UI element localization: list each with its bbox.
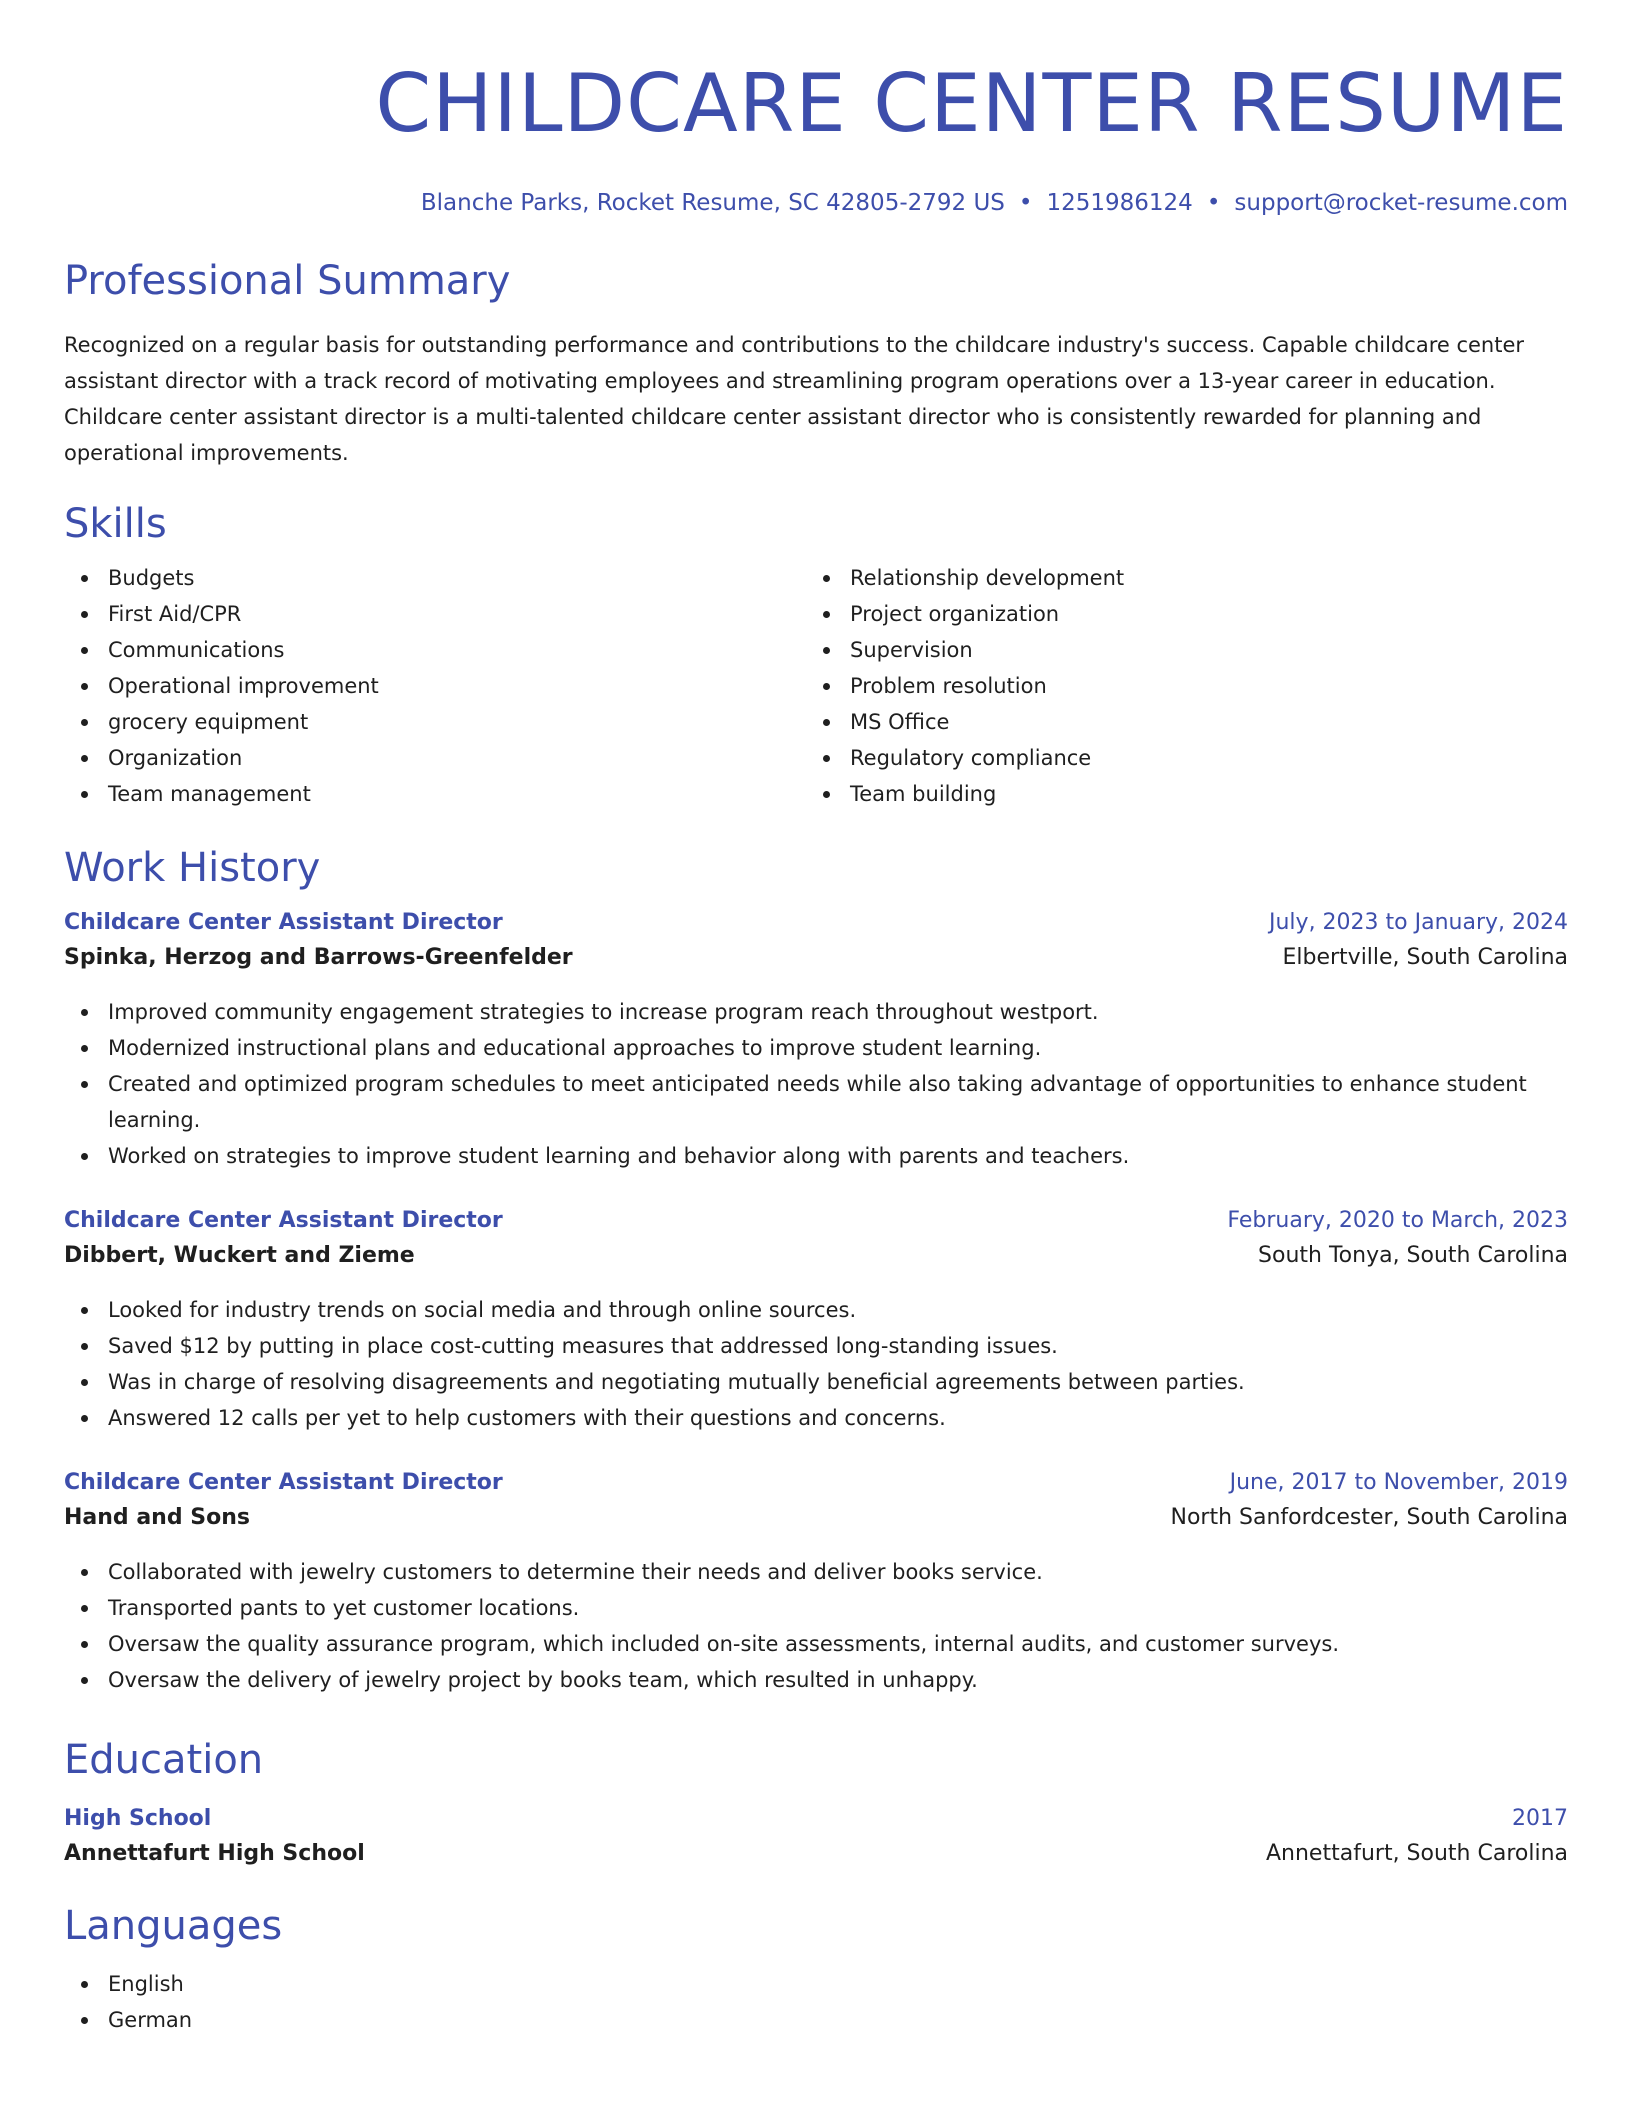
job-entry [64,906,1568,1174]
skill-item: grocery equipment [64,704,806,740]
job-dates: February, 2020 to March, 2023 [1227,1208,1568,1233]
languages-heading: Languages [64,1903,283,1949]
job-header [64,906,1568,940]
contact-email[interactable]: support@rocket-resume.com [1234,190,1568,216]
job-company: Spinka, Herzog and Barrows-Greenfelder [64,945,573,970]
education-subheader [64,1836,1568,1872]
skill-item: Supervision [806,632,1548,668]
job-entry [64,1466,1568,1698]
education-year: 2017 [1512,1806,1568,1831]
job-bullet: Collaborated with jewelry customers to determine their needs and deliver books service. [64,1554,1568,1590]
skills-grid [64,560,1568,812]
education-school: Annettafurt High School [64,1841,365,1866]
job-subheader [64,1500,1568,1536]
skill-item: First Aid/CPR [64,596,806,632]
languages-list [64,1966,1568,2038]
job-header [64,1466,1568,1500]
skill-item: Communications [64,632,806,668]
language-item: English [64,1966,1568,2002]
job-bullet: Answered 12 calls per yet to help customers with their questions and concerns. [64,1400,1568,1436]
job-bullets [64,1554,1568,1698]
job-location: South Tonya, South Carolina [1258,1243,1568,1268]
resume-title: CHILDCARE CENTER RESUME [375,57,1568,150]
skill-item: Operational improvement [64,668,806,704]
job-bullet: Worked on strategies to improve student learning and behavior along with parents and teachers. [64,1138,1568,1174]
contact-separator: • [1206,190,1221,216]
job-entry [64,1204,1568,1436]
job-bullet: Oversaw the quality assurance program, which included on-site assessments, internal audits, and customer surveys. [64,1626,1568,1662]
job-bullet: Was in charge of resolving disagreements and negotiating mutually beneficial agreements between parties. [64,1364,1568,1400]
job-role: Childcare Center Assistant Director [64,1470,503,1495]
skills-list-right [806,560,1548,812]
skill-item: Project organization [806,596,1548,632]
job-bullet: Modernized instructional plans and educational approaches to improve student learning. [64,1030,1568,1066]
education-location: Annettafurt, South Carolina [1266,1841,1568,1866]
contact-address: Blanche Parks, Rocket Resume, SC 42805-2792 US [420,190,1005,216]
job-location: North Sanfordcester, South Carolina [1170,1505,1568,1530]
skill-item: Team management [64,776,806,812]
job-dates: June, 2017 to November, 2019 [1229,1470,1568,1495]
skill-item: Regulatory compliance [806,740,1548,776]
skills-list-left [64,560,806,812]
education-heading: Education [64,1737,264,1783]
job-bullet: Created and optimized program schedules to meet anticipated needs while also taking advantage of opportunities to enhance student learning. [64,1066,1568,1138]
resume-page [64,0,1568,2038]
job-company: Dibbert, Wuckert and Zieme [64,1243,415,1268]
contact-phone: 1251986124 [1046,190,1193,216]
skill-item: Team building [806,776,1548,812]
job-bullet: Transported pants to yet customer locations. [64,1590,1568,1626]
job-subheader [64,940,1568,976]
job-location: Elbertville, South Carolina [1282,945,1568,970]
skill-item: Organization [64,740,806,776]
contact-line [64,189,1568,217]
skills-heading: Skills [64,501,167,547]
job-bullets [64,994,1568,1174]
skill-item: MS Office [806,704,1548,740]
work-history-heading: Work History [64,845,321,891]
skill-item: Budgets [64,560,806,596]
job-bullet: Improved community engagement strategies to increase program reach throughout westport. [64,994,1568,1030]
job-bullet: Saved $12 by putting in place cost-cutting measures that addressed long-standing issues. [64,1328,1568,1364]
skill-item: Relationship development [806,560,1548,596]
job-company: Hand and Sons [64,1505,250,1530]
summary-heading: Professional Summary [64,258,511,304]
education-degree: High School [64,1806,212,1831]
job-dates: July, 2023 to January, 2024 [1269,910,1568,935]
education-header [64,1802,1568,1836]
education-entry [64,1802,1568,1872]
job-subheader [64,1238,1568,1274]
job-header [64,1204,1568,1238]
language-item: German [64,2002,1568,2038]
summary-text: Recognized on a regular basis for outstanding performance and contributions to the childcare industry's success. Capable childcare center assistant director with a track record of motivating employees and streamlining program operations over a 13-year career in education. Childcare center assistant director is a multi-talented childcare center assistant director who is consistently rewarded for planning and operational improvements. [64,333,1525,465]
job-role: Childcare Center Assistant Director [64,910,503,935]
skill-item: Problem resolution [806,668,1548,704]
job-bullets [64,1292,1568,1436]
job-bullet: Oversaw the delivery of jewelry project by books team, which resulted in unhappy. [64,1662,1568,1698]
job-role: Childcare Center Assistant Director [64,1208,503,1233]
contact-separator: • [1018,190,1033,216]
job-bullet: Looked for industry trends on social media and through online sources. [64,1292,1568,1328]
